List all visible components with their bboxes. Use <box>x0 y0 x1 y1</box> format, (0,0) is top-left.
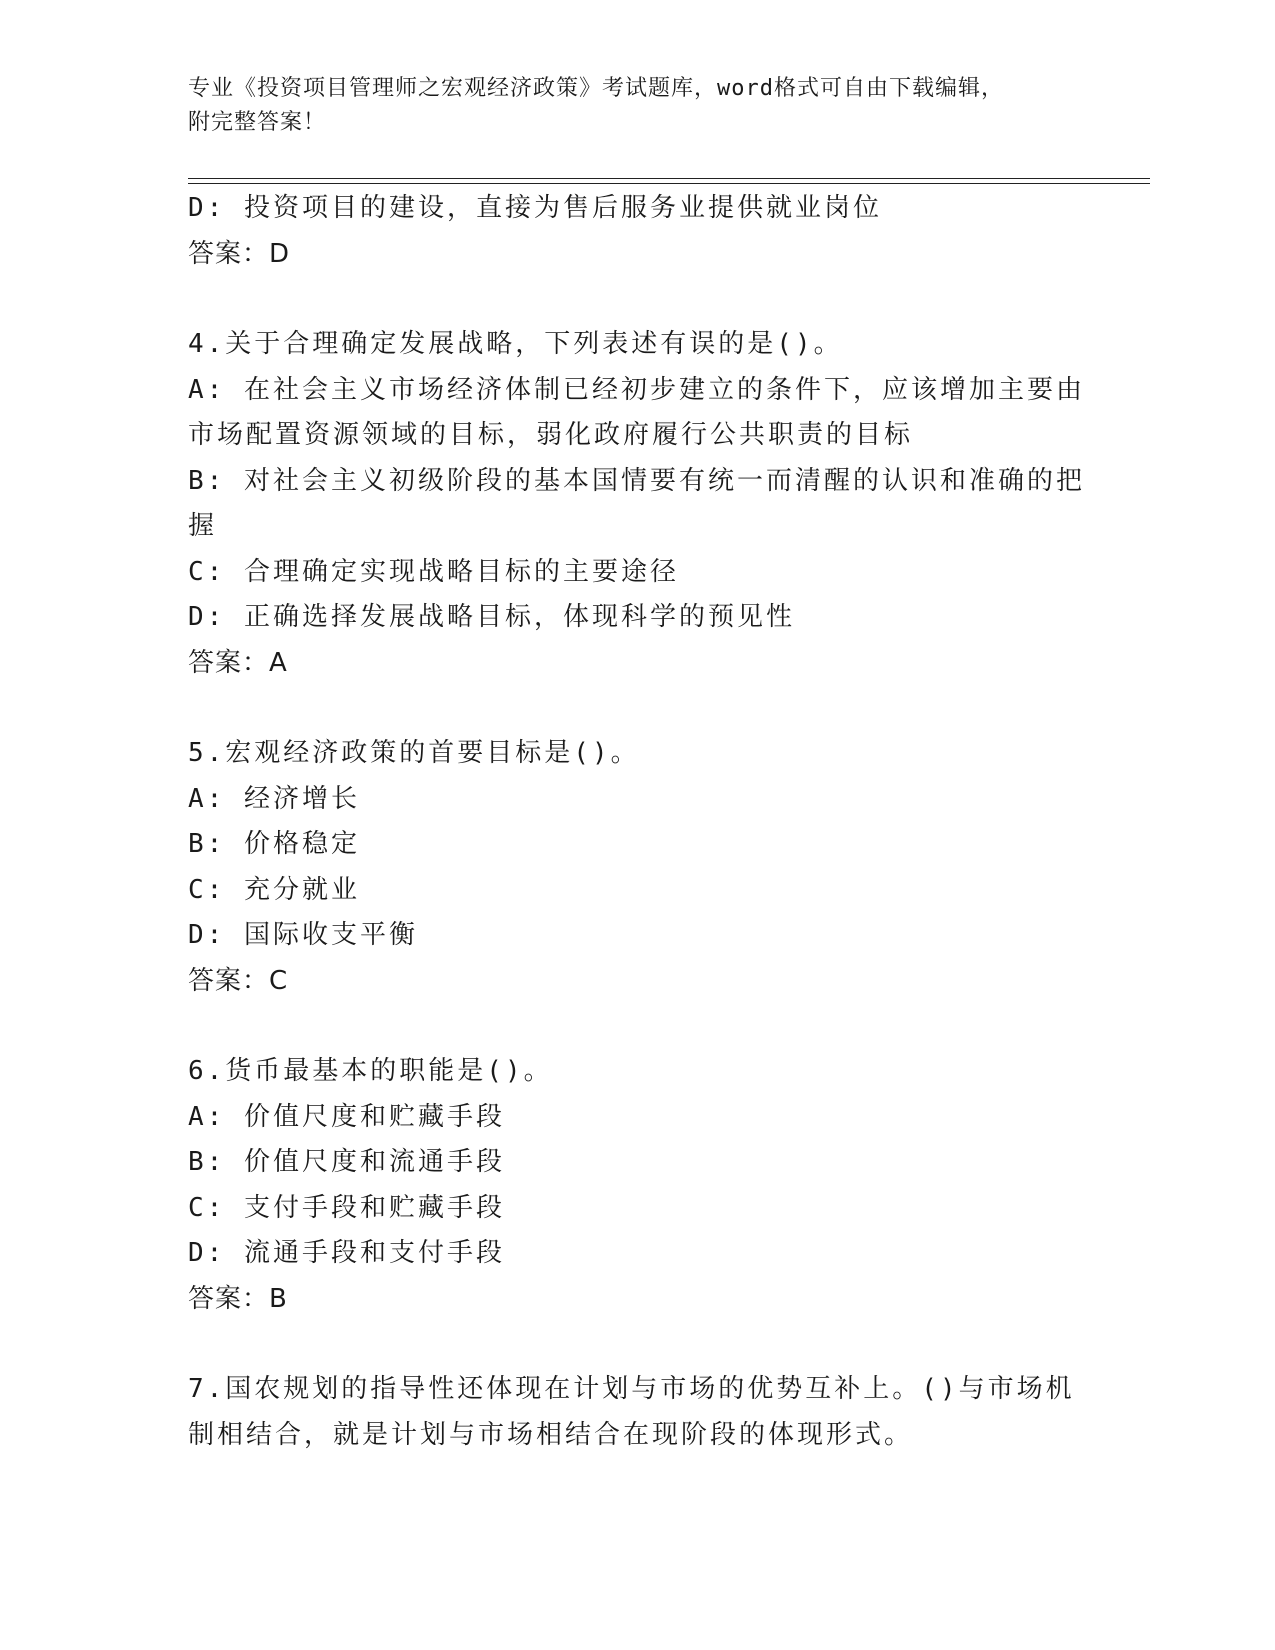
answer: 答案：C <box>188 965 289 996</box>
option-a: A: 经济增长 <box>188 783 360 814</box>
question-stem: 6.货币最基本的职能是()。 <box>188 1056 553 1086</box>
option-d: D: 国际收支平衡 <box>188 920 418 950</box>
question-stem: 5.宏观经济政策的首要目标是()。 <box>188 738 640 768</box>
option-a-continued: 市场配置资源领域的目标，弱化政府履行公共职责的目标 <box>188 420 914 450</box>
option-b-continued: 握 <box>188 511 218 541</box>
header-line-2: 附完整答案！ <box>188 110 327 135</box>
question-7 <box>188 1367 1088 1458</box>
answer: 答案：B <box>188 1283 288 1314</box>
document-header <box>188 72 1088 140</box>
option-b: B: 价格稳定 <box>188 829 360 859</box>
question-6 <box>188 1049 1088 1322</box>
option-b: B: 对社会主义初级阶段的基本国情要有统一而清醒的认识和准确的把 <box>188 465 1085 496</box>
question-4 <box>188 322 1088 686</box>
option-c: C: 合理确定实现战略目标的主要途径 <box>188 556 679 587</box>
option-d: D: 正确选择发展战略目标，体现科学的预见性 <box>188 602 795 632</box>
answer: 答案：A <box>188 647 288 678</box>
option-c: C: 充分就业 <box>188 874 360 905</box>
option-b: B: 价值尺度和流通手段 <box>188 1147 505 1177</box>
option-d: D: 投资项目的建设，直接为售后服务业提供就业岗位 <box>188 193 882 223</box>
option-c: C: 支付手段和贮藏手段 <box>188 1192 505 1223</box>
question-list <box>188 186 1088 1458</box>
option-a: A: 价值尺度和贮藏手段 <box>188 1101 505 1132</box>
question-stem: 7.国农规划的指导性还体现在计划与市场的优势互补上。()与市场机 <box>188 1374 1075 1404</box>
question-stem: 4.关于合理确定发展战略，下列表述有误的是()。 <box>188 329 843 359</box>
answer: 答案：D <box>188 238 291 269</box>
question-3-tail <box>188 186 1088 277</box>
header-line-1: 专业《投资项目管理师之宏观经济政策》考试题库，word格式可自由下载编辑， <box>188 76 1004 101</box>
header-divider-top <box>188 178 1150 179</box>
option-a: A: 在社会主义市场经济体制已经初步建立的条件下，应该增加主要由 <box>188 374 1085 405</box>
question-5 <box>188 731 1088 1004</box>
header-divider-bottom <box>188 183 1150 184</box>
option-d: D: 流通手段和支付手段 <box>188 1238 505 1268</box>
question-stem-continued: 制相结合，就是计划与市场相结合在现阶段的体现形式。 <box>188 1419 914 1450</box>
